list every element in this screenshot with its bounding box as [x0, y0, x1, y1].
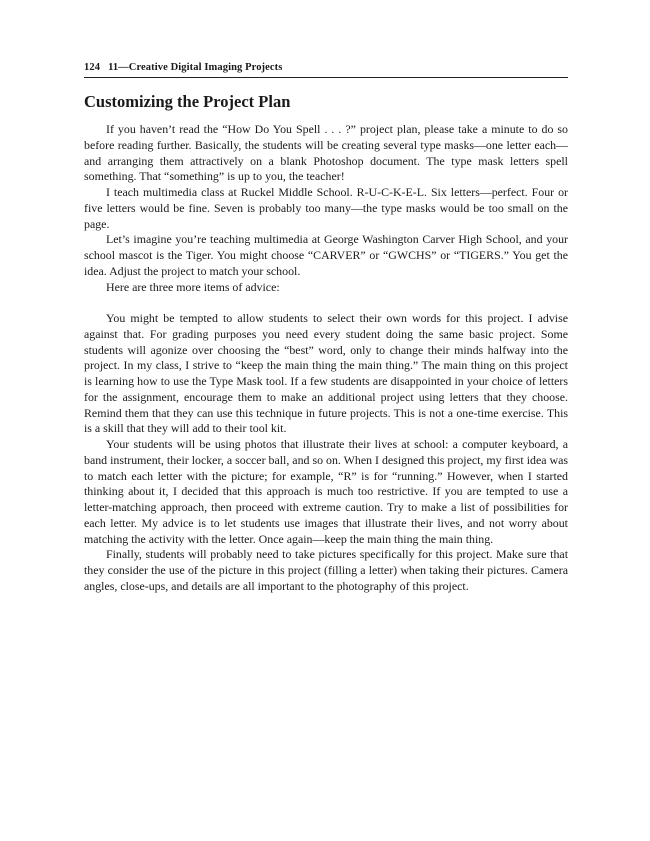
paragraph: I teach multimedia class at Ruckel Middle School. R-U-C-K-E-L. Six letters—perfect. Four or five letters would be fine. Seven is probably too many—the type masks would be too small on the page. [84, 185, 568, 231]
running-head [84, 62, 568, 78]
paragraph: Let’s imagine you’re teaching multimedia at George Washington Carver High School, and your school mascot is the Tiger. You might choose “CARVER” or “GWCHS” or “TIGERS.” You get the idea. Adjust the project to match your school. [84, 232, 568, 278]
section-title: Customizing the Project Plan [84, 92, 291, 111]
body-text [84, 122, 568, 595]
paragraph: Your students will be using photos that illustrate their lives at school: a computer keyboard, a band instrument, their locker, a soccer ball, and so on. When I designed this project, my first idea was to match each letter with the picture; for example, “R” is for “running.” However, when I started thinking about it, I decided that this approach is much too restrictive. If you are tempted to use a letter-matching approach, then proceed with extreme caution. Try to make a list of possibilities for each letter. My advice is to let students use images that illustrate their lives, and not worry about matching the activity with the letter. Once again—keep the main thing the main thing. [84, 437, 568, 546]
chapter-title: 11—Creative Digital Imaging Projects [108, 62, 283, 73]
paragraph: If you haven’t read the “How Do You Spell . . . ?” project plan, please take a minute to do so before reading further. Basically, the students will be creating several type masks—one letter each—and arranging them attractively on a blank Photoshop document. The type mask letters spell something. That “something” is up to you, the teacher! [84, 122, 568, 184]
paragraph: Finally, students will probably need to take pictures specifically for this project. Make sure that they consider the use of the picture in this project (filling a letter) when taking their pictures. Camera angles, close-ups, and details are all important to the photography of this project. [84, 547, 568, 593]
paragraph: Here are three more items of advice: [106, 279, 280, 294]
paragraph: You might be tempted to allow students to select their own words for this project. I advise against that. For grading purposes you need every student doing the same basic project. Some students will agonize over choosing the “best” word, only to change their minds halfway into the project. In my class, I strive to “keep the main thing the main thing.” The main thing on this project is learning how to use the Type Mask tool. If a few students are disappointed in your choice of letters for the assignment, encourage them to make an additional project using letters that they choose. Remind them that they can use this technique in future projects. This is not a one-time exercise. This is a skill that they will add to their tool kit. [84, 311, 568, 436]
page-number: 124 [84, 62, 101, 73]
